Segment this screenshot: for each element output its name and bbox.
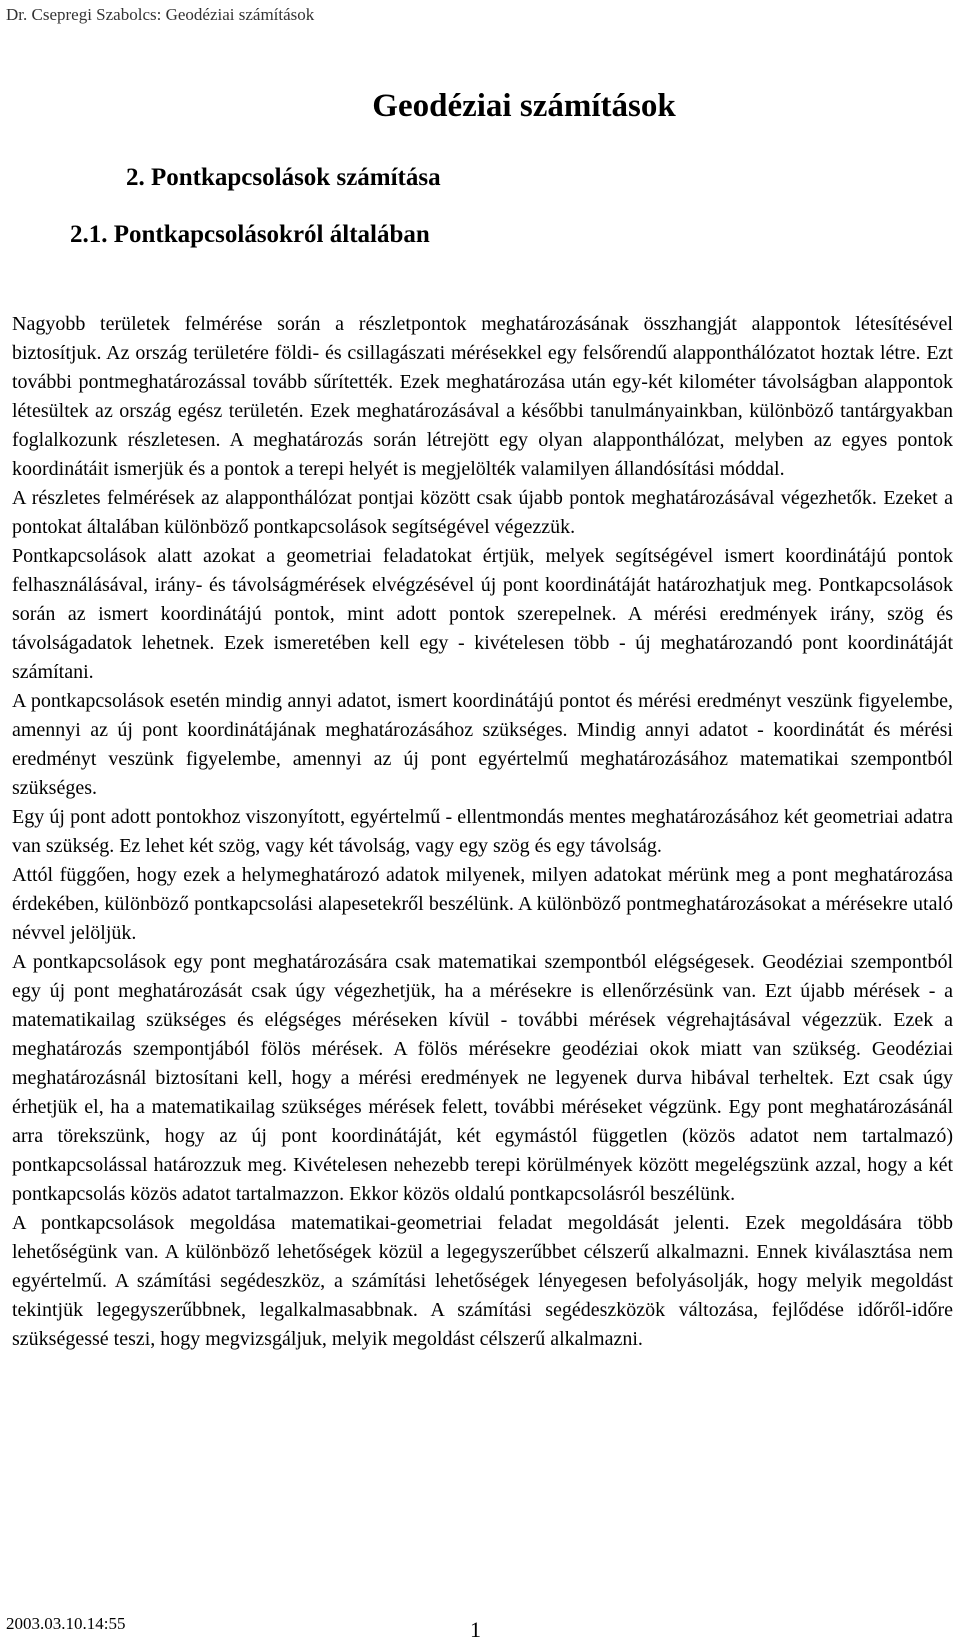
paragraph: Pontkapcsolások alatt azokat a geometriai feladatokat értjük, melyek segítségével ismert koordinátájú pontok felhasználásával, irány- és távolságmérések elvégzésével új pont koordinátáját határozhatjuk meg. Pontkapcsolások során az ismert koordinátájú pontok, mint adott pontok szerepelnek. A mérési eredmények irány, szög és távolságadatok lehetnek. Ezek ismeretében kell egy - kivételesen több - új meghatározandó pont koordinátáját számítani. xyxy=(12,545,953,683)
paragraph: A pontkapcsolások egy pont meghatározására csak matematikai szempontból elégségesek. Geodéziai szempontból egy új pont meghatározását csak úgy végezhetjük, ha a mérésekre is ellenőrzésünk van. Ezt újabb mérések - a matematikailag szükséges és elégséges méréseken kívül - további mérések végrehajtásával végezzük. Ezek a meghatározás szempontjából fölös mérések. A fölös mérésekre geodéziai okok miatt van szükség. Geodéziai meghatározásnál biztosítani kell, hogy a mérési eredmények ne legyenek durva hibával terheltek. Ezt csak úgy érhetjük el, ha a matematikailag szükséges mérések felett, további méréseket végzünk. Egy pont meghatározásánál arra törekszünk, hogy az új pont koordinátáját, két egymástól független (közös adatot nem tartalmazó) pontkapcsolással határozzuk meg. Kivételesen nehezebb terepi körülmények között megelégszünk azzal, hogy a két pontkapcsolás közös adatot tartalmazzon. Ekkor közös oldalú pontkapcsolásról beszélünk. xyxy=(12,951,953,1205)
paragraph: A részletes felmérések az alapponthálózat pontjai között csak újabb pontok meghatározásával végezhetők. Ezeket a pontokat általában különböző pontkapcsolások segítségével végezzük. xyxy=(12,487,953,538)
footer-timestamp: 2003.03.10.14:55 xyxy=(6,1614,126,1633)
section-heading: 2.1. Pontkapcsolásokról általában xyxy=(70,221,430,248)
page-number: 1 xyxy=(470,1617,481,1642)
running-header: Dr. Csepregi Szabolcs: Geodéziai számítások xyxy=(6,5,315,24)
paragraph: Attól függően, hogy ezek a helymeghatározó adatok milyenek, milyen adatokat mérünk meg a pont meghatározása érdekében, különböző pontkapcsolási alapesetekről beszélünk. A különböző pontmeghatározásokat a mérésekre utaló névvel jelöljük. xyxy=(12,864,953,944)
document-title: Geodéziai számítások xyxy=(372,88,676,124)
paragraph: A pontkapcsolások esetén mindig annyi adatot, ismert koordinátájú pontot és mérési eredményt veszünk figyelembe, amennyi az új pont koordinátájának meghatározásához szükséges. Mindig annyi adatot - koordinátát és mérési eredményt veszünk figyelembe, amennyi az új pont egyértelmű meghatározásához matematikai szempontból szükséges. xyxy=(12,690,953,799)
paragraph: A pontkapcsolások megoldása matematikai-geometriai feladat megoldását jelenti. Ezek megoldására több lehetőségünk van. A különböző lehetőségek közül a legegyszerűbbet célszerű alkalmazni. Ennek kiválasztása nem egyértelmű. A számítási segédeszköz, a számítási lehetőségek lényegesen befolyásolják, hogy melyik megoldást tekintjük legegyszerűbbnek, legalkalmasabbnak. A számítási segédeszközök változása, fejlődése időről-időre szükségessé teszi, hogy megvizsgáljuk, melyik megoldást célszerű alkalmazni. xyxy=(12,1212,953,1350)
body-text xyxy=(12,310,953,1354)
paragraph: Nagyobb területek felmérése során a részletpontok meghatározásának összhangját alappontok létesítésével biztosítjuk. Az ország területére földi- és csillagászati mérésekkel egy felsőrendű alapponthálózatot hoztak létre. Ezt további pontmeghatározással tovább sűrítették. Ezek meghatározása után egy-két kilométer távolságban alappontok létesültek az ország egész területén. Ezek meghatározásával a későbbi tanulmányainkban, különböző tantárgyakban foglalkozunk részletesen. A meghatározás során létrejött egy olyan alapponthálózat, melyben az egyes pontok koordinátáit ismerjük és a pontok a terepi helyét is megjelölték valamilyen állandósítási móddal. xyxy=(12,313,953,480)
paragraph: Egy új pont adott pontokhoz viszonyított, egyértelmű - ellentmondás mentes meghatározásához két geometriai adatra van szükség. Ez lehet két szög, vagy két távolság, vagy egy szög és egy távolság. xyxy=(12,806,953,857)
chapter-heading: 2. Pontkapcsolások számítása xyxy=(126,164,441,191)
